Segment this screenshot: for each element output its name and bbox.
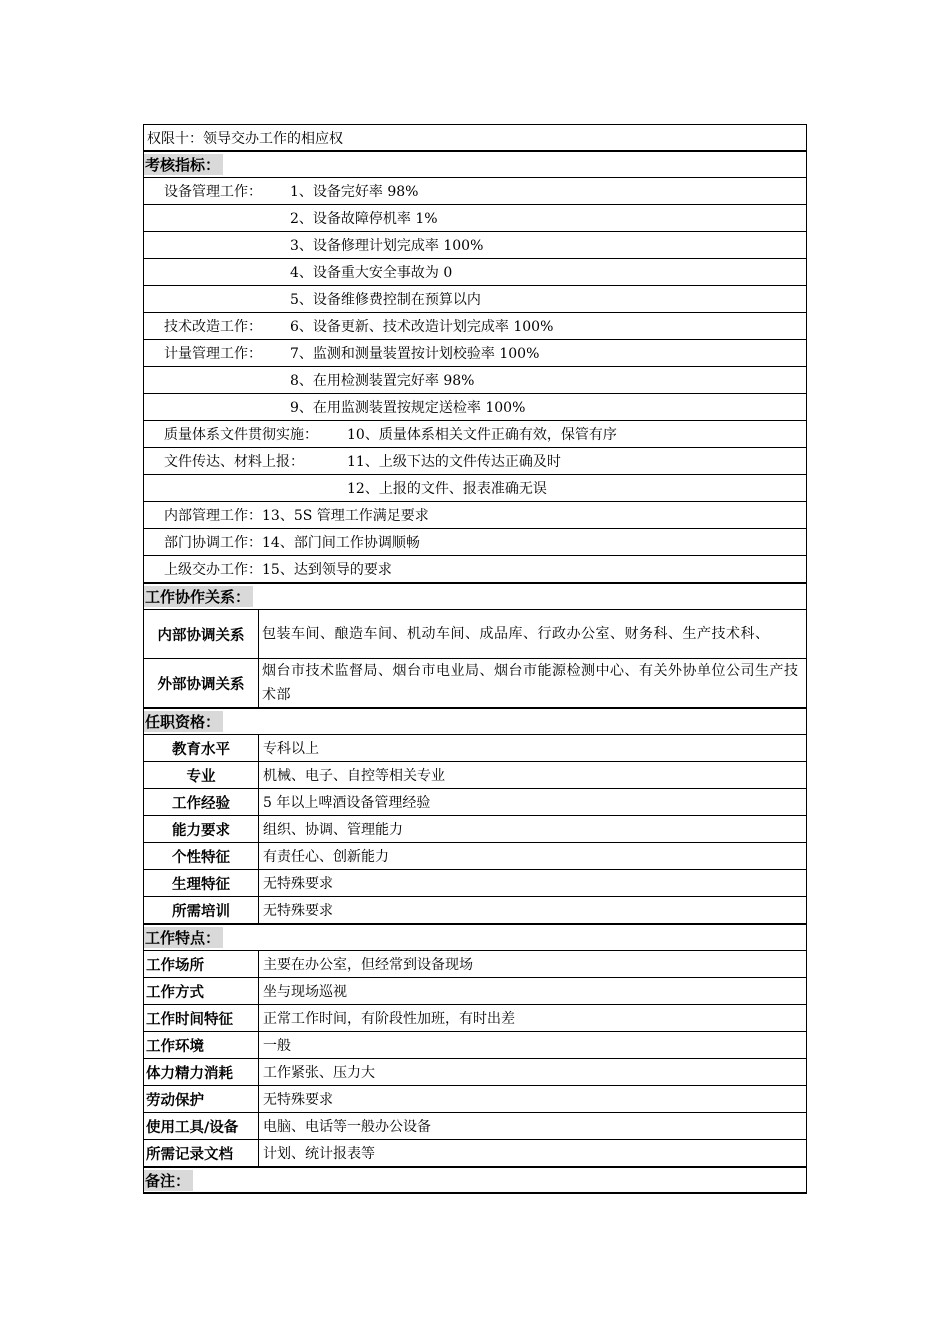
row-label: 所需记录文档	[144, 1140, 259, 1166]
kpi-category: 质量体系文件贯彻实施：	[164, 427, 318, 443]
row-value: 无特殊要求	[263, 1092, 333, 1108]
section-cooperation-title: 工作协作关系：	[144, 586, 253, 607]
kpi-item: 8、在用检测装置完好率 98%	[290, 373, 475, 389]
kpi-category: 设备管理工作：	[164, 184, 262, 200]
kpi-item: 6、设备更新、技术改造计划完成率 100%	[290, 319, 554, 335]
kpi-inline-text: 部门协调工作：14、部门间工作协调顺畅	[164, 535, 420, 551]
row-label: 工作经验	[144, 789, 259, 815]
row-label: 使用工具/设备	[144, 1113, 259, 1139]
qualification-row	[143, 870, 807, 897]
kpi-category: 文件传达、材料上报：	[164, 454, 304, 470]
row-value: 有责任心、创新能力	[263, 849, 389, 865]
kpi-row	[143, 232, 807, 259]
row-label: 外部协调关系	[144, 659, 259, 707]
section-qualification	[143, 708, 807, 735]
row-label: 工作场所	[144, 951, 259, 977]
kpi-inline-text: 上级交办工作：15、达到领导的要求	[164, 562, 392, 578]
kpi-row	[143, 394, 807, 421]
row-value: 包装车间、酿造车间、机动车间、成品库、行政办公室、财务科、生产技术科、	[262, 626, 770, 642]
kpi-row	[143, 286, 807, 313]
kpi-row	[143, 313, 807, 340]
section-features-title: 工作特点：	[144, 927, 223, 948]
kpi-row	[143, 367, 807, 394]
kpi-row	[143, 556, 807, 583]
kpi-inline-text: 内部管理工作：13、5S 管理工作满足要求	[164, 508, 429, 524]
section-cooperation	[143, 583, 807, 610]
features-row	[143, 1086, 807, 1113]
section-remarks-title: 备注：	[144, 1170, 193, 1191]
kpi-item: 5、设备维修费控制在预算以内	[290, 292, 481, 308]
row-value: 主要在办公室，但经常到设备现场	[263, 957, 473, 973]
row-label: 工作环境	[144, 1032, 259, 1058]
features-row	[143, 1005, 807, 1032]
qualification-row	[143, 816, 807, 843]
kpi-item: 9、在用监测装置按规定送检率 100%	[290, 400, 526, 416]
section-qualification-title: 任职资格：	[144, 711, 223, 732]
row-value: 正常工作时间，有阶段性加班，有时出差	[263, 1011, 515, 1027]
features-row	[143, 1140, 807, 1167]
kpi-item: 7、监测和测量装置按计划校验率 100%	[290, 346, 540, 362]
row-value: 计划、统计报表等	[263, 1146, 375, 1162]
kpi-row	[143, 421, 807, 448]
row-value: 工作紧张、压力大	[263, 1065, 375, 1081]
row-value: 机械、电子、自控等相关专业	[263, 768, 445, 784]
kpi-item: 4、设备重大安全事故为 0	[290, 265, 453, 281]
row-value: 电脑、电话等一般办公设备	[263, 1119, 431, 1135]
cooperation-row	[143, 610, 807, 659]
kpi-row	[143, 529, 807, 556]
kpi-item: 10、质量体系相关文件正确有效，保管有序	[347, 427, 617, 443]
kpi-row	[143, 340, 807, 367]
row-value: 组织、协调、管理能力	[263, 822, 403, 838]
qualification-row	[143, 843, 807, 870]
row-value: 无特殊要求	[263, 876, 333, 892]
row-label: 体力精力消耗	[144, 1059, 259, 1085]
section-kpi-title: 考核指标：	[144, 154, 223, 175]
qualification-row	[143, 789, 807, 816]
row-label: 劳动保护	[144, 1086, 259, 1112]
qualification-row	[143, 897, 807, 924]
row-label: 生理特征	[144, 870, 259, 896]
qualification-row	[143, 735, 807, 762]
row-label: 个性特征	[144, 843, 259, 869]
row-label: 专业	[144, 762, 259, 788]
row-label: 教育水平	[144, 735, 259, 761]
qualification-row	[143, 762, 807, 789]
kpi-row	[143, 259, 807, 286]
row-label: 所需培训	[144, 897, 259, 923]
kpi-category: 技术改造工作：	[164, 319, 262, 335]
kpi-item: 2、设备故障停机率 1%	[290, 211, 438, 227]
row-label: 工作方式	[144, 978, 259, 1004]
kpi-row	[143, 475, 807, 502]
row-value: 无特殊要求	[263, 903, 333, 919]
section-kpi	[143, 151, 807, 178]
kpi-row	[143, 205, 807, 232]
row-value: 一般	[263, 1038, 291, 1054]
cooperation-row	[143, 659, 807, 708]
features-row	[143, 978, 807, 1005]
authority-text: 权限十：领导交办工作的相应权	[147, 130, 343, 147]
kpi-item: 11、上级下达的文件传达正确及时	[347, 454, 561, 470]
row-value: 坐与现场巡视	[263, 984, 347, 1000]
features-row	[143, 1032, 807, 1059]
section-remarks	[143, 1167, 807, 1194]
row-label: 能力要求	[144, 816, 259, 842]
row-value: 5 年以上啤酒设备管理经验	[263, 795, 431, 811]
kpi-row	[143, 448, 807, 475]
section-features	[143, 924, 807, 951]
kpi-item: 12、上报的文件、报表准确无误	[347, 481, 547, 497]
kpi-row	[143, 178, 807, 205]
kpi-category: 计量管理工作：	[164, 346, 262, 362]
features-row	[143, 1113, 807, 1140]
features-row	[143, 1059, 807, 1086]
job-description-table	[143, 124, 807, 1194]
features-row	[143, 951, 807, 978]
authority-row	[143, 124, 807, 151]
row-value: 专科以上	[263, 741, 319, 757]
kpi-item: 3、设备修理计划完成率 100%	[290, 238, 484, 254]
row-value: 烟台市技术监督局、烟台市电业局、烟台市能源检测中心、有关外协单位公司生产技术部	[262, 663, 799, 703]
row-label: 内部协调关系	[144, 610, 259, 658]
row-label: 工作时间特征	[144, 1005, 259, 1031]
kpi-row	[143, 502, 807, 529]
kpi-item: 1、设备完好率 98%	[290, 184, 419, 200]
